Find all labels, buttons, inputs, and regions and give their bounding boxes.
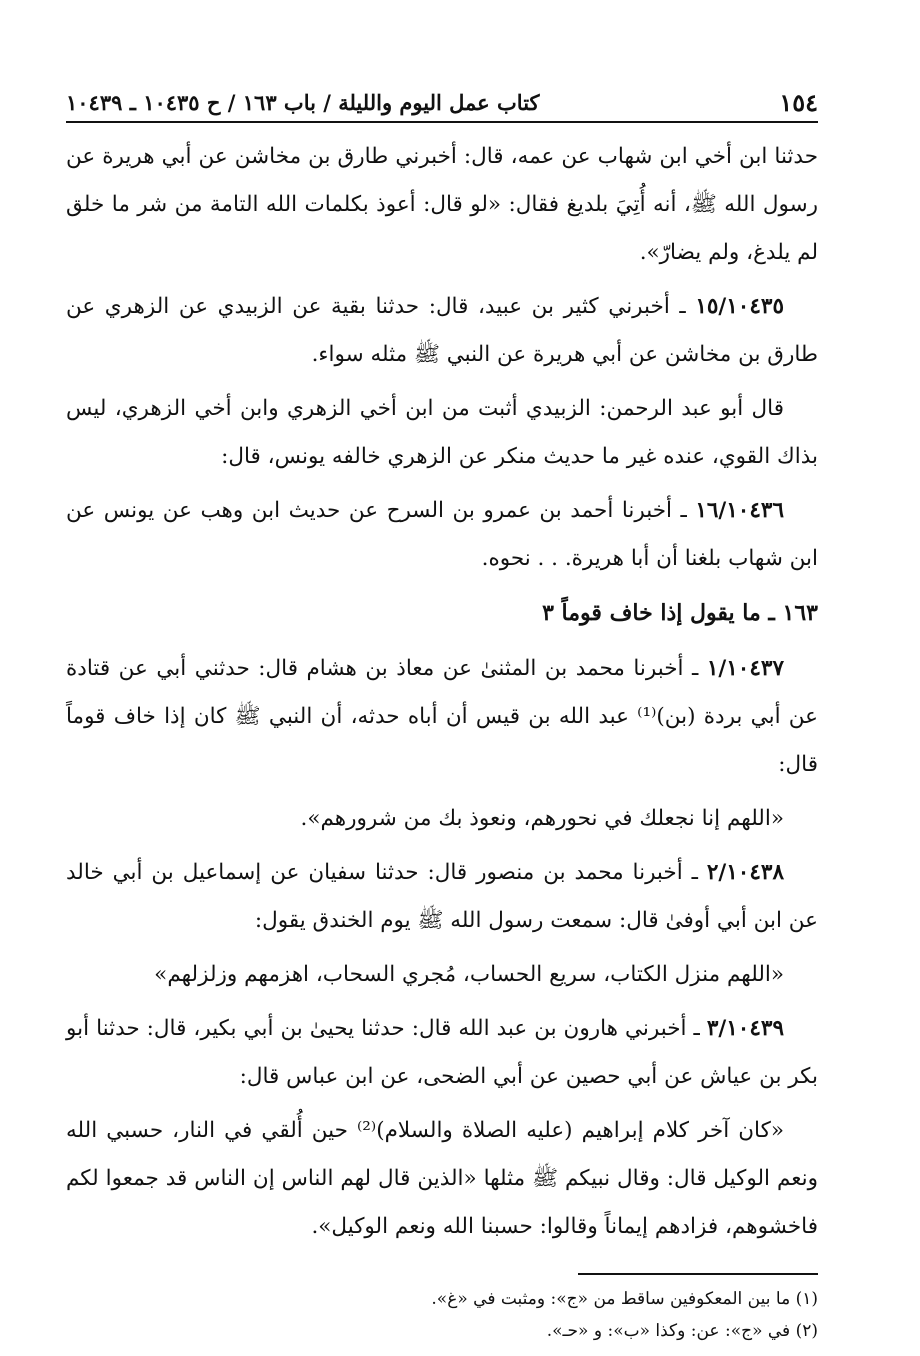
hadith-text: ـ أخبرني كثير بن عبيد، قال: حدثنا بقية عن الزبيدي عن الزهري عن طارق بن مخاشن عن أبي هريرة عن النبي ﷺ مثله سواء. — [66, 294, 818, 367]
author-comment — [66, 385, 818, 481]
footnote-divider — [578, 1273, 818, 1275]
hadith-10437 — [66, 645, 818, 789]
paragraph-text: «اللهم منزل الكتاب، سريع الحساب، مُجري السحاب، اهزمهم وزلزلهم» — [154, 962, 784, 987]
page-number: ١٥٤ — [779, 88, 818, 117]
footnotes — [66, 1283, 818, 1347]
hadith-10435 — [66, 283, 818, 379]
chapter-title: ١٦٣ ـ ما يقول إذا خاف قوماً ٣ — [542, 600, 818, 626]
running-title: كتاب عمل اليوم والليلة / باب ١٦٣ / ح ١٠٤٣٥ ـ ١٠٤٣٩ — [66, 90, 540, 115]
hadith-text: ـ أخبرنا محمد بن منصور قال: حدثنا سفيان عن إسماعيل بن أبي خالد عن ابن أبي أوفىٰ قال: سمعت رسول الله ﷺ يوم الخندق يقول: — [66, 860, 818, 933]
hadith-text: ـ أخبرنا محمد بن المثنىٰ عن معاذ بن هشام قال: حدثني أبي عن قتادة عن أبي بردة (بن)⁽¹⁾ عبد الله بن قيس أن أباه حدثه، أن النبي ﷺ كان إذا خاف قوماً قال: — [66, 656, 818, 777]
page-header — [66, 88, 818, 123]
paragraph-text: قال أبو عبد الرحمن: الزبيدي أثبت من ابن أخي الزهري وابن أخي الزهري، ليس بذاك القوي، عنده غير ما حديث منكر عن الزهري خالفه يونس، قال: — [66, 396, 818, 469]
hadith-number: ١/١٠٤٣٧ — [706, 656, 784, 681]
paragraph-text: «كان آخر كلام إبراهيم (عليه الصلاة والسلام)⁽²⁾ حين أُلقي في النار، حسبي الله ونعم الوكيل قال: وقال نبيكم ﷺ مثلها «الذين قال لهم الناس إن الناس قد جمعوا لكم فاخشوهم، فزادهم إيماناً وقالوا: حسبنا الله ونعم الوكيل». — [66, 1118, 818, 1239]
document-page — [66, 88, 818, 1347]
paragraph-text: حدثنا ابن أخي ابن شهاب عن عمه، قال: أخبرني طارق بن مخاشن عن أبي هريرة عن رسول الله ﷺ، أنه أُتِيَ بلديغ فقال: «لو قال: أعوذ بكلمات الله التامة من شر ما خلق لم يلدغ، ولم يضارّ». — [66, 144, 818, 265]
page-body — [66, 133, 818, 1251]
hadith-number: ١٥/١٠٤٣٥ — [695, 294, 784, 319]
hadith-text: ـ أخبرنا أحمد بن عمرو بن السرح عن حديث ابن وهب عن يونس عن ابن شهاب بلغنا أن أبا هريرة. . . نحوه. — [66, 498, 818, 571]
hadith-number: ٣/١٠٤٣٩ — [706, 1016, 784, 1041]
prayer-text — [66, 1107, 818, 1251]
prayer-text — [66, 951, 818, 999]
paragraph-text: «اللهم إنا نجعلك في نحورهم، ونعوذ بك من شرورهم». — [300, 806, 784, 831]
footnote-1: (١) ما بين المعكوفين ساقط من «ج»: ومثبت في «غ». — [431, 1289, 818, 1309]
hadith-number: ١٦/١٠٤٣٦ — [695, 498, 784, 523]
hadith-10439 — [66, 1005, 818, 1101]
hadith-10436 — [66, 487, 818, 583]
hadith-text: ـ أخبرني هارون بن عبد الله قال: حدثنا يحيىٰ بن أبي بكير، قال: حدثنا أبو بكر بن عياش عن أبي حصين عن أبي الضحى، عن ابن عباس قال: — [66, 1016, 818, 1089]
prayer-text — [66, 795, 818, 843]
paragraph-continuation — [66, 133, 818, 277]
hadith-10438 — [66, 849, 818, 945]
hadith-number: ٢/١٠٤٣٨ — [706, 860, 784, 885]
footnote-2: (٢) في «ج»: عن: وكذا «ب»: و «حـ». — [546, 1321, 818, 1341]
